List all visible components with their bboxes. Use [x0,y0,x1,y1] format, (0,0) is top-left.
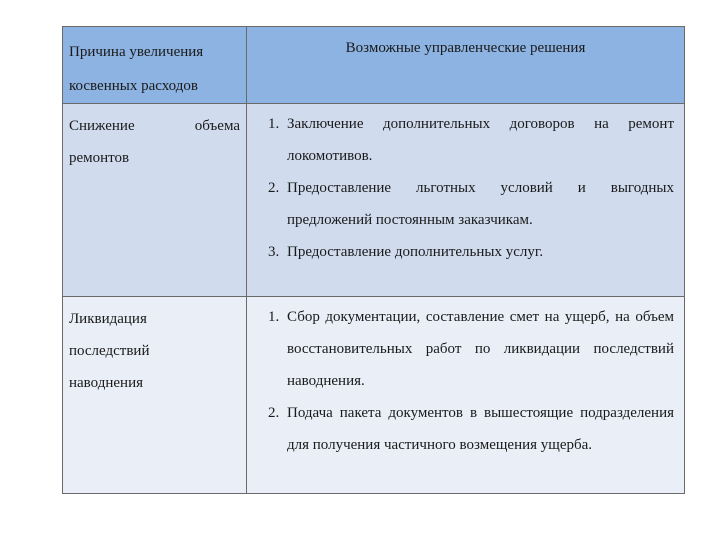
list-item: 2. Подача пакета документов в вышестоящие подразделения для получения частичного возмещения ущерба. [283,397,674,461]
cause-text-line: Ликвидация [69,311,147,327]
indirect-costs-table [62,26,685,494]
solutions-cell [247,104,685,297]
list-item: 3. Предоставление дополнительных услуг. [283,236,674,268]
table-header-row [63,27,685,104]
solutions-cell [247,297,685,494]
cause-text-line: последствий [69,343,150,359]
cause-text-line: ремонтов [69,150,130,166]
list-item: 1. Заключение дополнительных договоров на ремонт локомотивов. [283,108,674,172]
header-cause-text: Причина увеличения косвенных расходов [69,44,204,94]
list-item: 2. Предоставление льготных условий и выгодных предложений постоянным заказчикам. [283,172,674,236]
table-row [63,297,685,494]
header-solutions-text: Возможные управленческие решения [345,40,586,56]
cause-text-line: наводнения [69,375,144,391]
solutions-list [247,104,684,268]
solutions-list [247,297,684,461]
header-cause-cell [63,27,247,104]
list-item: 1. Сбор документации, составление смет на ущерб, на объем восстановительных работ по ликвидации последствий наводнения. [283,301,674,397]
cause-text-line: Снижение объема [69,118,240,134]
cause-cell [63,297,247,494]
header-solutions-cell [247,27,685,104]
table-row [63,104,685,297]
cause-cell [63,104,247,297]
